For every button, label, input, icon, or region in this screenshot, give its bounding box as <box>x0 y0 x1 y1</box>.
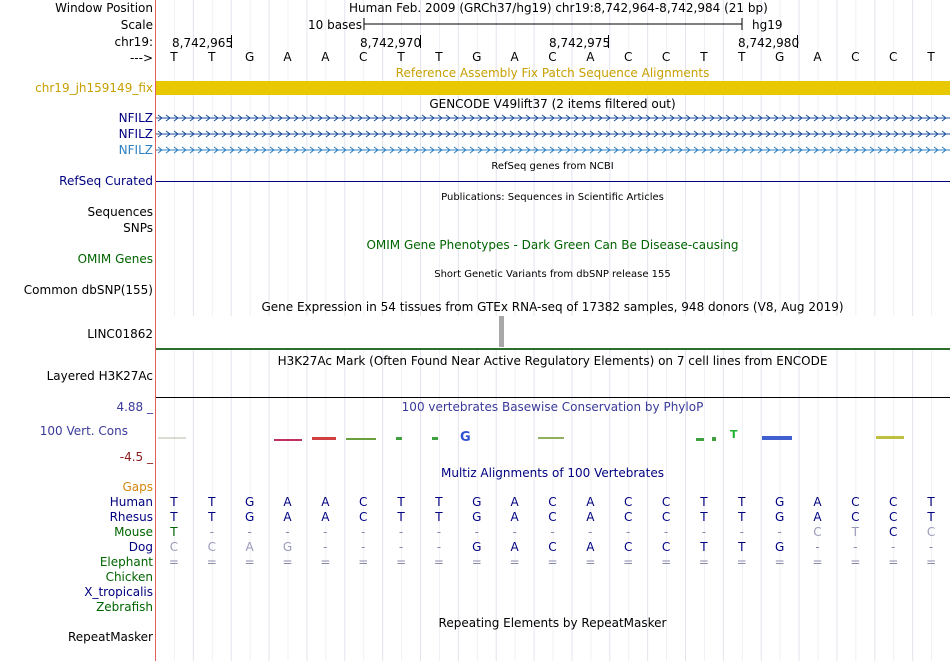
multiz-base: A <box>586 510 595 524</box>
multiz-base: T <box>927 510 935 524</box>
multiz-base: - <box>739 525 744 539</box>
multiz-base: C <box>889 495 898 509</box>
gtex-expression-bar[interactable] <box>499 316 504 347</box>
multiz-base: C <box>207 540 216 554</box>
multiz-track-title: Multiz Alignments of 100 Vertebrates <box>440 466 665 480</box>
dna-base: A <box>586 50 595 64</box>
multiz-base: = <box>888 555 899 569</box>
coord-tick-1: 8,742,965 <box>172 36 234 50</box>
multiz-base: A <box>813 495 822 509</box>
multiz-base: - <box>361 525 366 539</box>
scale-text: 10 bases <box>308 18 362 32</box>
multiz-base: T <box>435 495 443 509</box>
phylop-g-logo: G <box>460 430 471 444</box>
multiz-base: A <box>321 510 330 524</box>
multiz-base: C <box>889 525 898 539</box>
multiz-base: C <box>813 525 822 539</box>
dna-base: T <box>927 50 935 64</box>
multiz-base: - <box>777 525 782 539</box>
multiz-base: C <box>926 525 936 539</box>
multiz-base: = <box>396 555 407 569</box>
dna-base: G <box>472 50 482 64</box>
multiz-base: - <box>588 525 593 539</box>
multiz-base: C <box>359 510 368 524</box>
h3k27ac-track-label[interactable]: Layered H3K27Ac <box>46 369 153 383</box>
gencode-label-1[interactable]: NFILZ <box>118 111 153 125</box>
dna-base: T <box>700 50 708 64</box>
multiz-base: A <box>813 510 822 524</box>
multiz-base: A <box>283 510 292 524</box>
multiz-base: A <box>586 495 595 509</box>
gencode-track-title: GENCODE V49lift37 (2 items filtered out) <box>429 97 676 111</box>
multiz-base: G <box>244 495 255 509</box>
multiz-base: = <box>812 555 823 569</box>
multiz-base: C <box>548 495 557 509</box>
multiz-base: G <box>774 540 785 554</box>
h3k27ac-baseline <box>156 397 950 398</box>
phylop-max-label: 4.88 _ <box>116 400 153 414</box>
refseq-track-label[interactable]: RefSeq Curated <box>59 174 153 188</box>
multiz-base: = <box>585 555 596 569</box>
multiz-base: C <box>889 510 898 524</box>
coord-tick-3: 8,742,975 <box>549 36 611 50</box>
multiz-base: T <box>208 510 216 524</box>
multiz-base: T <box>700 495 708 509</box>
multiz-base: T <box>170 510 178 524</box>
dna-base: A <box>813 50 822 64</box>
multiz-base: C <box>661 495 671 509</box>
gencode-label-3[interactable]: NFILZ <box>118 143 153 157</box>
multiz-base: = <box>509 555 520 569</box>
multiz-base: = <box>358 555 369 569</box>
multiz-species-label[interactable]: Elephant <box>99 555 153 569</box>
scale-bar <box>360 17 746 31</box>
phylop-track-label[interactable]: 100 Vert. Cons <box>39 424 128 438</box>
chrom-label: chr19: <box>114 35 153 49</box>
dna-base: G <box>244 50 255 64</box>
position-title: Human Feb. 2009 (GRCh37/hg19) chr19:8,742,964-8,742,984 (21 bp) <box>349 1 768 15</box>
multiz-base: A <box>321 495 330 509</box>
dbsnp-track-label[interactable]: Common dbSNP(155) <box>23 283 153 297</box>
omim-track-title: OMIM Gene Phenotypes - Dark Green Can Be Disease-causing <box>366 238 739 252</box>
dna-base: C <box>851 50 860 64</box>
multiz-base: C <box>624 540 633 554</box>
multiz-base: T <box>170 525 178 539</box>
gtex-panel[interactable] <box>156 316 950 348</box>
multiz-base: A <box>283 495 292 509</box>
window-position-label: Window Position <box>55 1 153 15</box>
multiz-base: C <box>851 495 860 509</box>
multiz-species-label[interactable]: Chicken <box>105 570 153 584</box>
gencode-transcripts[interactable] <box>156 111 950 157</box>
multiz-base: = <box>623 555 634 569</box>
refseq-track-title: RefSeq genes from NCBI <box>491 161 614 172</box>
h3k27ac-track-title: H3K27Ac Mark (Often Found Near Active Regulatory Elements) on 7 cell lines from ENCODE <box>277 354 828 368</box>
multiz-base: C <box>548 540 557 554</box>
repeatmasker-track-title: Repeating Elements by RepeatMasker <box>438 616 667 630</box>
multiz-base: C <box>624 495 633 509</box>
multiz-base: G <box>282 540 293 554</box>
multiz-base: G <box>774 495 785 509</box>
multiz-base: - <box>928 540 934 554</box>
multiz-base: C <box>548 510 557 524</box>
multiz-base: C <box>661 510 671 524</box>
scale-label: Scale <box>120 18 153 32</box>
multiz-base: = <box>736 555 747 569</box>
dna-base: C <box>624 50 633 64</box>
multiz-base: C <box>661 540 671 554</box>
multiz-base: A <box>245 540 254 554</box>
multiz-base: - <box>361 540 366 554</box>
multiz-base: G <box>774 510 785 524</box>
dna-base: A <box>283 50 292 64</box>
phylop-track-title: 100 vertebrates Basewise Conservation by PhyloP <box>401 400 704 414</box>
multiz-base: = <box>206 555 217 569</box>
dna-base: A <box>321 50 330 64</box>
multiz-base: A <box>510 540 519 554</box>
gtex-gene-line[interactable] <box>156 348 950 350</box>
publications-label-sequences[interactable]: Sequences <box>87 205 153 219</box>
multiz-base: T <box>397 510 405 524</box>
fix-patch-track-label[interactable]: chr19_jh159149_fix <box>35 81 153 95</box>
multiz-base: - <box>323 540 328 554</box>
multiz-base: T <box>700 510 708 524</box>
multiz-species-label[interactable]: Mouse <box>114 525 153 539</box>
multiz-base: = <box>850 555 861 569</box>
multiz-species-label[interactable]: Gaps <box>122 480 153 494</box>
multiz-species-label[interactable]: Human <box>109 495 153 509</box>
assembly-name: hg19 <box>752 18 783 32</box>
multiz-base: = <box>168 555 179 569</box>
multiz-base: - <box>285 525 290 539</box>
multiz-base: C <box>624 510 633 524</box>
dna-base: T <box>738 50 746 64</box>
multiz-base: = <box>774 555 785 569</box>
multiz-species-label[interactable]: X_tropicalis <box>84 585 153 599</box>
multiz-base: = <box>471 555 482 569</box>
dna-base: T <box>170 50 178 64</box>
multiz-base: T <box>397 495 405 509</box>
multiz-base: C <box>359 495 368 509</box>
dna-base: C <box>661 50 671 64</box>
multiz-base: C <box>169 540 179 554</box>
multiz-base: T <box>738 540 746 554</box>
multiz-base: T <box>435 510 443 524</box>
multiz-base: - <box>701 525 707 539</box>
multiz-base: - <box>247 525 252 539</box>
publications-track-title: Publications: Sequences in Scientific Articles <box>441 192 664 203</box>
multiz-base: A <box>586 540 595 554</box>
multiz-base: = <box>433 555 444 569</box>
multiz-base: G <box>472 540 482 554</box>
multiz-base: - <box>663 525 669 539</box>
coord-tick-2: 8,742,970 <box>360 36 422 50</box>
multiz-species-label[interactable]: Rhesus <box>109 510 153 524</box>
multiz-base: T <box>738 510 746 524</box>
multiz-base: - <box>474 525 479 539</box>
repeatmasker-track-label[interactable]: RepeatMasker <box>67 630 153 644</box>
phylop-t-logo: T <box>730 428 738 441</box>
dna-base: T <box>208 50 216 64</box>
multiz-base: = <box>282 555 293 569</box>
coord-tick-4: 8,742,980 <box>738 36 800 50</box>
multiz-base: A <box>510 495 519 509</box>
dna-base: G <box>774 50 785 64</box>
multiz-base: - <box>512 525 517 539</box>
multiz-base: T <box>208 495 216 509</box>
multiz-species-label[interactable]: Zebrafish <box>96 600 153 614</box>
phylop-conservation-logos[interactable] <box>156 428 950 444</box>
multiz-base: G <box>472 510 482 524</box>
multiz-base: T <box>738 495 746 509</box>
strand-arrow-label: ---> <box>129 51 153 65</box>
multiz-species-label[interactable]: Dog <box>128 540 153 554</box>
refseq-gene-line[interactable] <box>156 181 950 182</box>
multiz-base: = <box>698 555 709 569</box>
multiz-base: - <box>436 540 442 554</box>
fix-patch-track-title: Reference Assembly Fix Patch Sequence Alignments <box>395 66 710 80</box>
multiz-base: T <box>927 495 935 509</box>
multiz-base: - <box>550 525 555 539</box>
multiz-base: A <box>510 510 519 524</box>
multiz-base: - <box>815 540 820 554</box>
multiz-base: = <box>547 555 558 569</box>
multiz-base: T <box>700 540 708 554</box>
dna-base: C <box>889 50 898 64</box>
phylop-min-label: -4.5 _ <box>119 450 153 464</box>
publications-label-snps[interactable]: SNPs <box>123 221 153 235</box>
multiz-base: - <box>436 525 442 539</box>
multiz-base: T <box>170 495 178 509</box>
multiz-base: C <box>851 510 860 524</box>
dna-base: T <box>397 50 405 64</box>
multiz-base: T <box>851 525 860 539</box>
gtex-track-title: Gene Expression in 54 tissues from GTEx RNA-seq of 17382 samples, 948 donors (V8, Aug 2019) <box>261 300 844 314</box>
multiz-base: = <box>244 555 255 569</box>
gencode-label-2[interactable]: NFILZ <box>118 127 153 141</box>
multiz-base: - <box>209 525 214 539</box>
fix-patch-alignment-bar[interactable] <box>156 81 950 95</box>
multiz-base: - <box>323 525 328 539</box>
omim-track-label[interactable]: OMIM Genes <box>77 252 153 266</box>
multiz-base: = <box>320 555 331 569</box>
dna-base: T <box>435 50 443 64</box>
multiz-base: - <box>398 540 404 554</box>
multiz-base: - <box>891 540 896 554</box>
multiz-base: - <box>626 525 631 539</box>
multiz-base: = <box>661 555 672 569</box>
multiz-base: - <box>398 525 404 539</box>
dna-base: C <box>359 50 368 64</box>
dna-base: A <box>510 50 519 64</box>
gtex-track-label[interactable]: LINC01862 <box>87 327 153 341</box>
multiz-base: = <box>926 555 937 569</box>
multiz-base: G <box>244 510 255 524</box>
dbsnp-track-title: Short Genetic Variants from dbSNP release 155 <box>434 269 671 280</box>
multiz-base: G <box>472 495 482 509</box>
dna-base: C <box>548 50 557 64</box>
multiz-base: - <box>853 540 858 554</box>
